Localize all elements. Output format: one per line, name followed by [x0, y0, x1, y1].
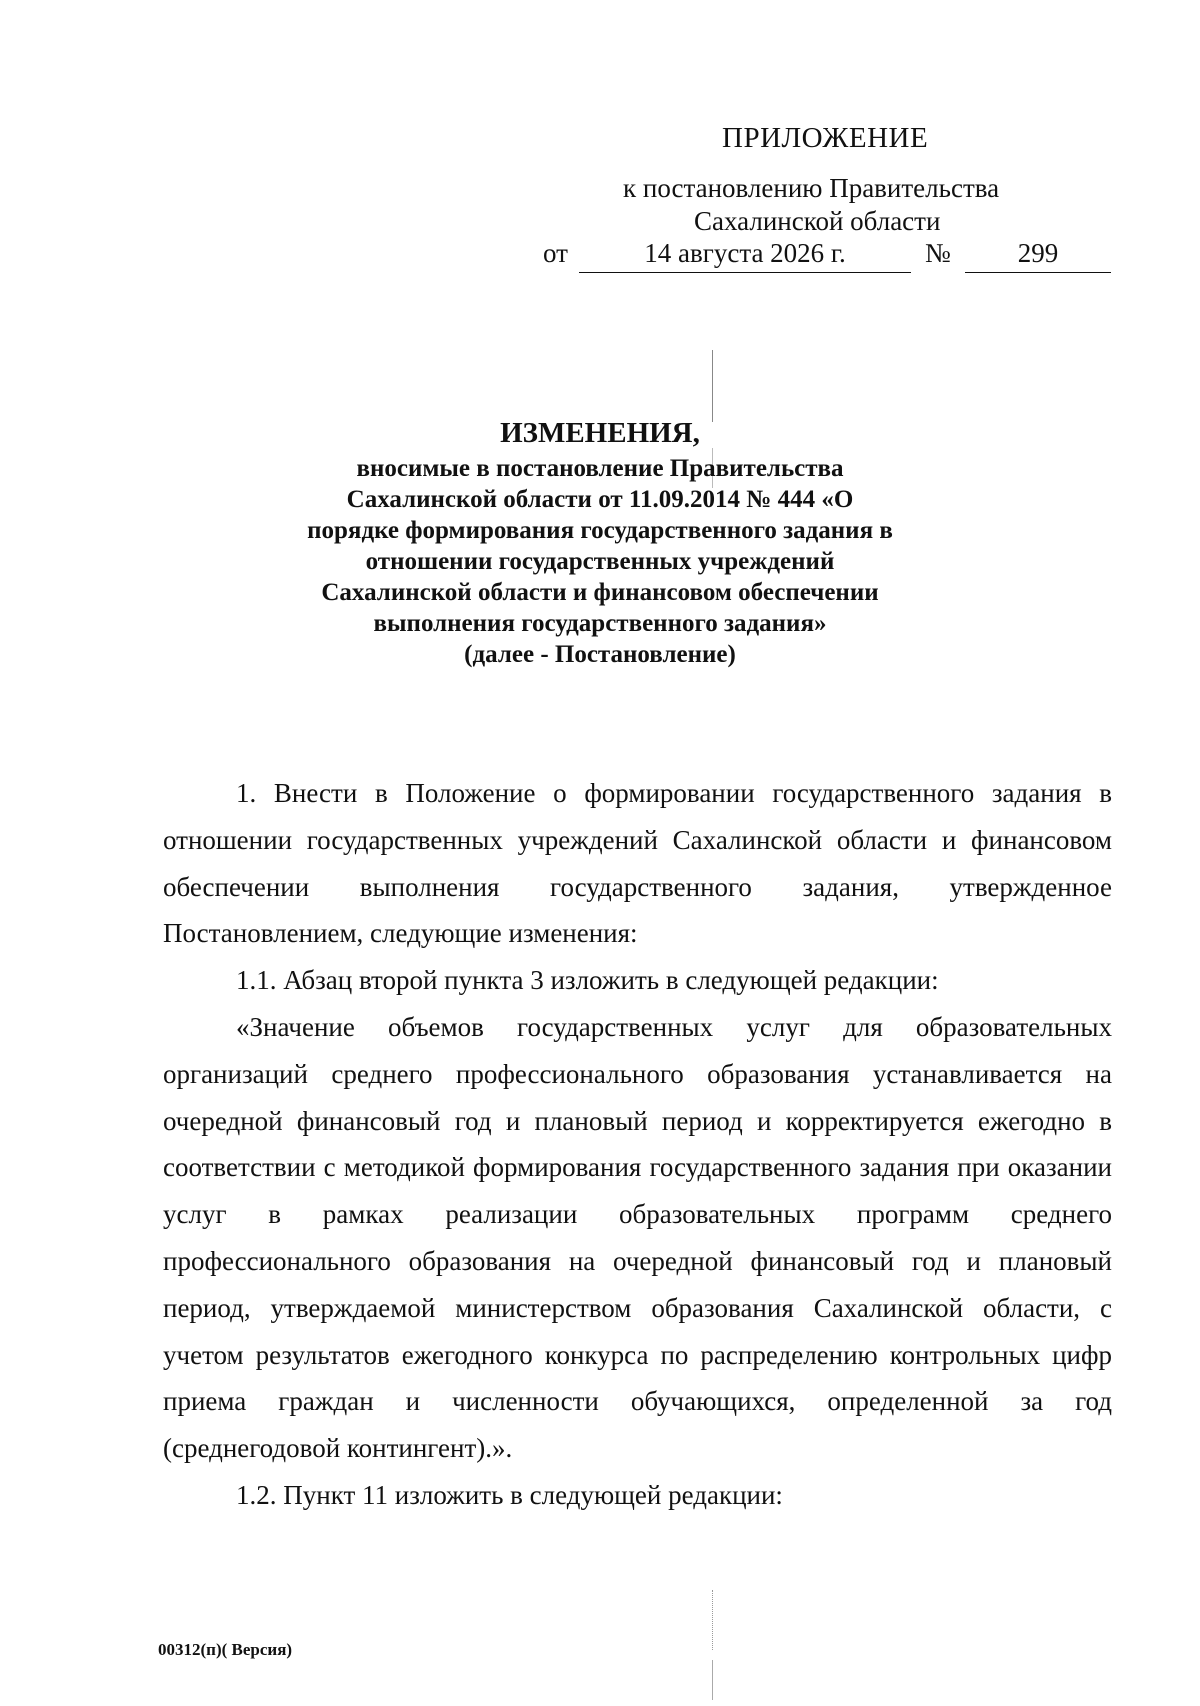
heading-line: Сахалинской области и финансовом обеспечении [321, 579, 879, 606]
heading-line: выполнения государственного задания» [373, 610, 827, 637]
document-body [163, 770, 1112, 1519]
resolution-number: 299 [965, 238, 1111, 273]
heading-line: (далее - Постановление) [464, 641, 736, 668]
appendix-title: ПРИЛОЖЕНИЕ [722, 122, 929, 154]
document-version-code: 00312(п)( Версия) [158, 1640, 293, 1659]
appendix-region-line: Сахалинской области [694, 206, 941, 236]
body-paragraph: 1.1. Абзац второй пункта 3 изложить в следующей редакции: [236, 965, 939, 996]
date-number-row [543, 238, 1113, 274]
heading-line: вносимые в постановление Правительства [356, 455, 844, 482]
body-paragraph: 1.2. Пункт 11 изложить в следующей редакции: [236, 1479, 783, 1510]
heading-line: Сахалинской области от 11.09.2014 № 444 «О [346, 486, 854, 513]
from-label: от [543, 238, 568, 268]
changes-heading [240, 418, 960, 670]
fold-mark [712, 350, 713, 422]
number-sign: № [925, 238, 951, 268]
heading-title: ИЗМЕНЕНИЯ, [500, 417, 700, 449]
fold-mark [712, 1590, 713, 1650]
heading-line: отношении государственных учреждений [365, 548, 835, 575]
resolution-date: 14 августа 2026 г. [579, 238, 911, 273]
body-paragraph: «Значение объемов государственных услуг для образовательных организаций среднего профессионального образования устанавливается на очередной финансовый год и плановый период и корректируется ежегодно в соответствии с методикой формирования государственного задания при оказании услуг в рамках реализации образовательных программ среднего профессионального образования на очередной финансовый год и плановый период, утверждаемой министерством образования Сахалинской области, с учетом результатов ежегодного конкурса по распределению контрольных цифр приема граждан и численности обучающихся, определенной за год (среднегодовой контингент).». [163, 1011, 1112, 1464]
appendix-resolution-line: к постановлению Правительства [623, 173, 1000, 203]
heading-line: порядке формирования государственного задания в [307, 517, 893, 544]
body-paragraph: 1. Внести в Положение о формировании государственного задания в отношении государственных учреждений Сахалинской области и финансовом обеспечении выполнения государственного задания, утвержденное Постановлением, следующие изменения: [163, 778, 1112, 949]
fold-mark [712, 1660, 713, 1700]
